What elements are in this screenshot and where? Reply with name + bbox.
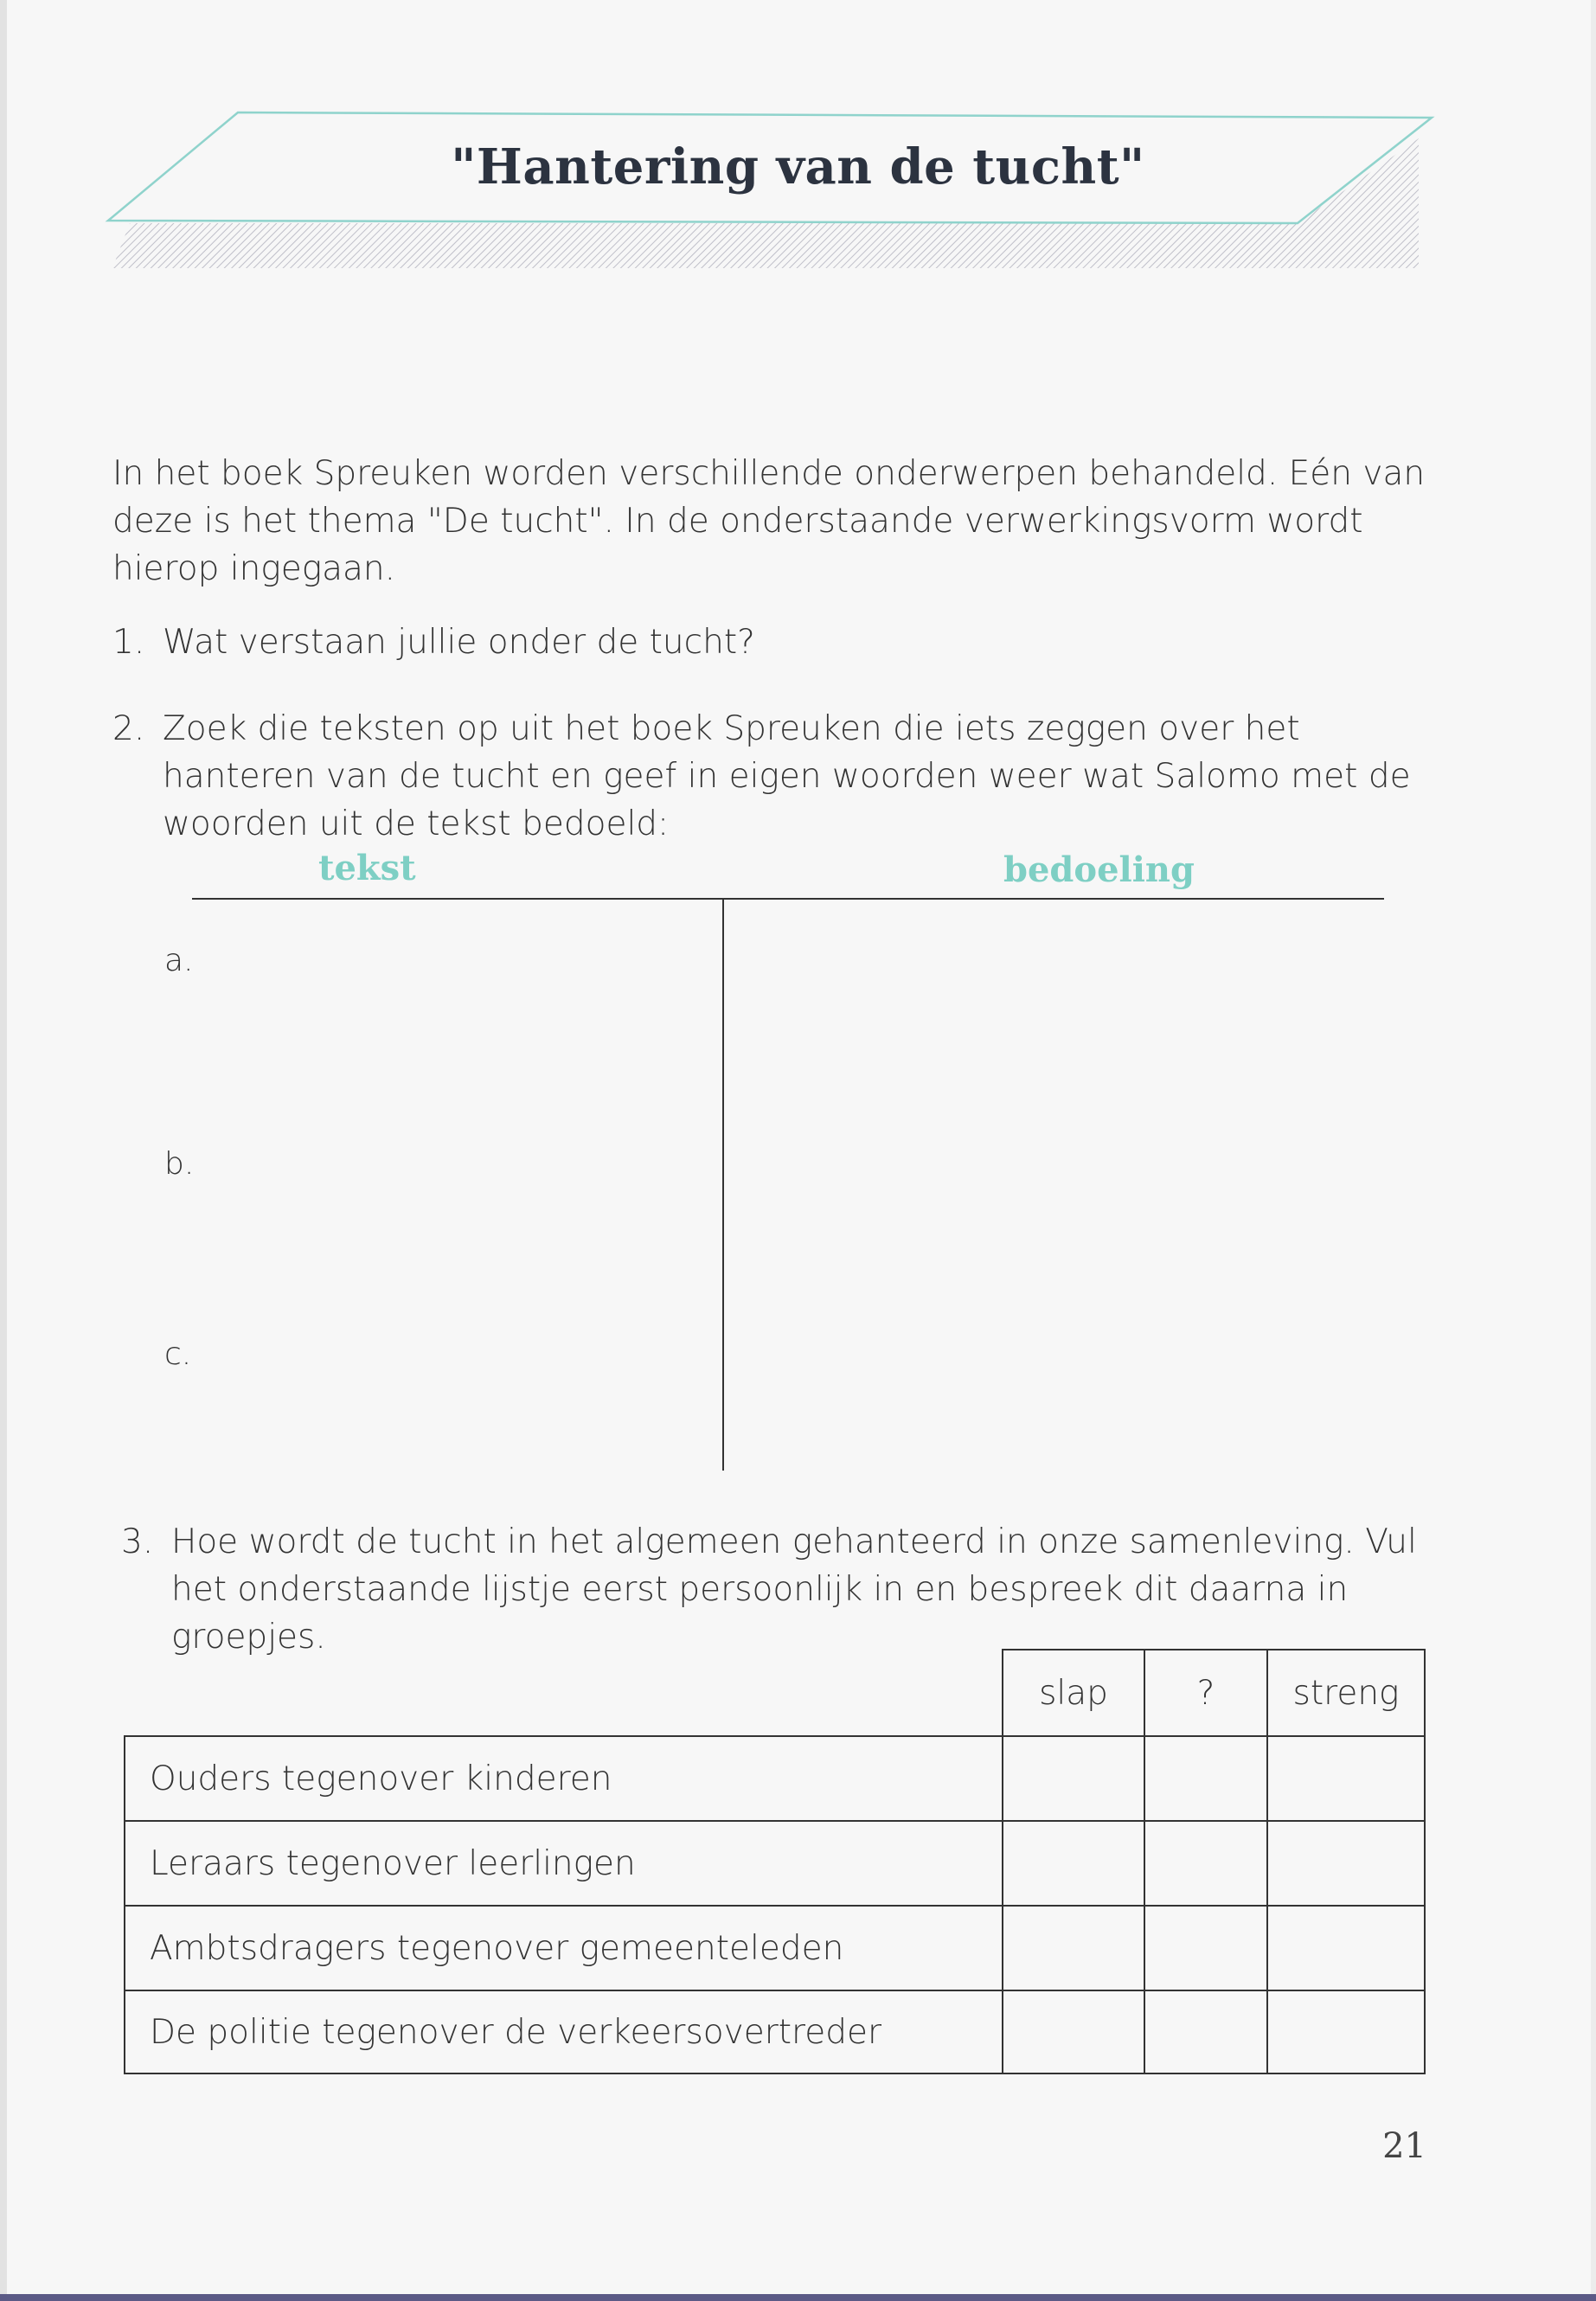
page-right-edge <box>1591 0 1596 2301</box>
page-binding-edge <box>0 0 7 2301</box>
header-streng: streng <box>1266 1649 1426 1737</box>
row-label: De politie tegenover de verkeersovertreder <box>124 1990 1003 2074</box>
checkbox-slap[interactable] <box>1002 1990 1145 2074</box>
header-slap: slap <box>1002 1649 1145 1737</box>
page-number: 21 <box>1382 2126 1426 2166</box>
answer-row-a: a. <box>164 943 194 978</box>
header-unsure: ? <box>1144 1649 1268 1737</box>
row-label: Ouders tegenover kinderen <box>124 1735 1003 1822</box>
answer-row-c: c. <box>164 1336 192 1372</box>
row-label: Leraars tegenover leerlingen <box>124 1820 1003 1907</box>
checkbox-streng[interactable] <box>1266 1905 1426 1991</box>
table-header-rule <box>192 898 1384 900</box>
checkbox-slap[interactable] <box>1002 1905 1145 1991</box>
question-number: 3. <box>121 1522 154 1561</box>
answer-row-b: b. <box>164 1146 195 1182</box>
checkbox-slap[interactable] <box>1002 1735 1145 1822</box>
question-text: Wat verstaan jullie onder de tucht? <box>163 623 755 662</box>
checkbox-streng[interactable] <box>1266 1990 1426 2074</box>
question-2 <box>112 705 1462 848</box>
column-header-bedoeling: bedoeling <box>1003 849 1195 890</box>
column-header-tekst: tekst <box>318 848 416 888</box>
page-bottom-strip <box>0 2294 1596 2301</box>
table-divider <box>722 900 724 1471</box>
question-text: Zoek die teksten op uit het boek Spreuken die iets zeggen over het hanteren van de tucht en geef in eigen woorden weer wat Salomo met de woorden uit de tekst bedoeld: <box>163 709 1411 843</box>
checkbox-slap[interactable] <box>1002 1820 1145 1907</box>
question-3 <box>121 1518 1436 1661</box>
checkbox-streng[interactable] <box>1266 1735 1426 1822</box>
question-number: 2. <box>112 709 145 748</box>
question-1 <box>112 619 1462 666</box>
checkbox-unsure[interactable] <box>1144 1990 1268 2074</box>
checkbox-streng[interactable] <box>1266 1820 1426 1907</box>
discipline-rating-table <box>124 1649 1426 2074</box>
checkbox-unsure[interactable] <box>1144 1820 1268 1907</box>
checkbox-unsure[interactable] <box>1144 1905 1268 1991</box>
page-title: "Hantering van de tucht" <box>451 138 1145 195</box>
question-text: Hoe wordt de tucht in het algemeen gehanteerd in onze samenleving. Vul het onderstaande lijstje eerst persoonlijk in en bespreek dit daarna in groepjes. <box>171 1522 1417 1657</box>
intro-paragraph: In het boek Spreuken worden verschillende onderwerpen behandeld. Eén van deze is het thema "De tucht". In de onderstaande verwerkingsvorm wordt hierop ingegaan. <box>112 454 1426 588</box>
checkbox-unsure[interactable] <box>1144 1735 1268 1822</box>
question-number: 1. <box>112 623 145 662</box>
row-label: Ambtsdragers tegenover gemeenteleden <box>124 1905 1003 1991</box>
